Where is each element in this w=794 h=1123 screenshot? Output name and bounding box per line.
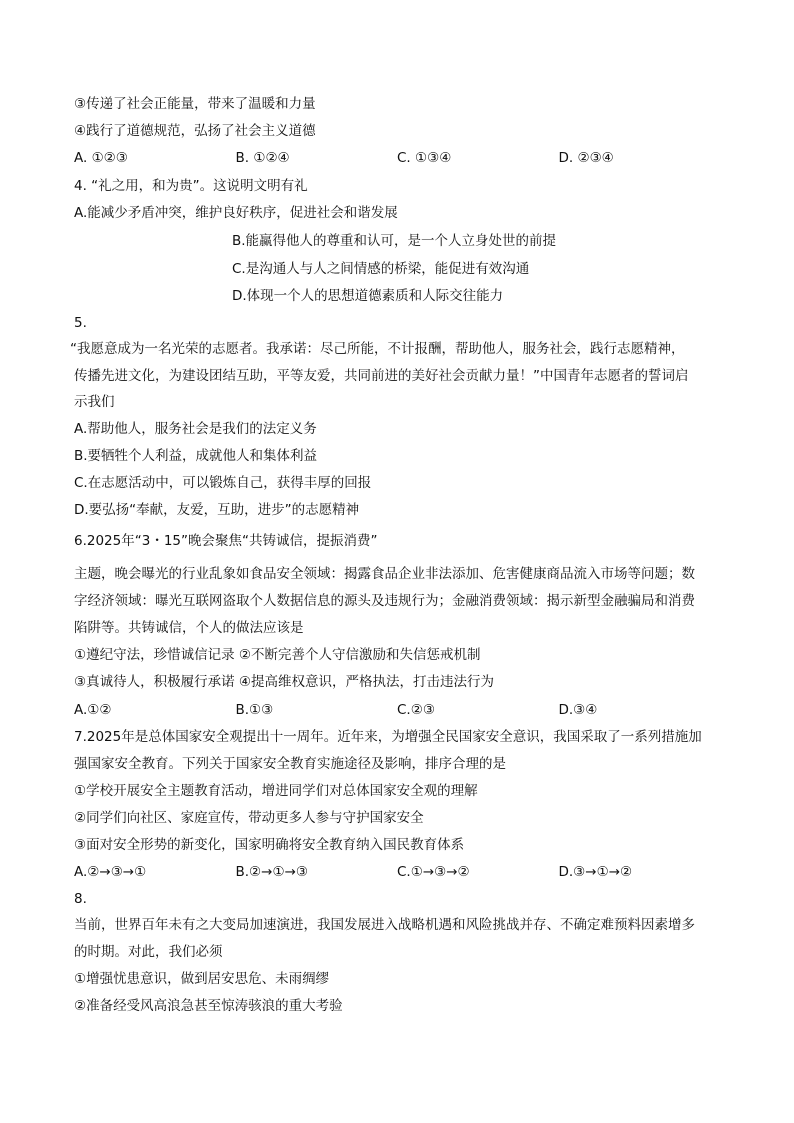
q6-options — [74, 700, 720, 720]
q3-option-d: D. ②③④ — [558, 150, 614, 166]
q3-item-3: ③传递了社会正能量，带来了温暖和力量 — [74, 96, 316, 112]
q3-option-c: C. ①③④ — [397, 150, 452, 166]
q3-option-b: B. ①②④ — [235, 150, 290, 166]
q8-stem-line-2: 的时期。对此，我们必须 — [74, 944, 223, 960]
q6-items-1-2: ①遵纪守法，珍惜诚信记录 ②不断完善个人守信激励和失信惩戒机制 — [74, 647, 481, 663]
q7-item-1: ①学校开展安全主题教育活动，增进同学们对总体国家安全观的理解 — [74, 783, 478, 799]
q7-stem-line-1: 7.2025年是总体国家安全观提出十一周年。近年来，为增强全民国家安全意识，我国采取了一系列措施加 — [74, 729, 702, 745]
q6-text-line-1: 主题，晚会曝光的行业乱象如食品安全领域：揭露食品企业非法添加、危害健康商品流入市场等问题；数 — [74, 566, 695, 582]
q7-options — [74, 862, 720, 882]
q6-option-c: C.②③ — [397, 702, 435, 718]
q6-items-3-4: ③真诚待人，积极履行承诺 ④提高维权意识，严格执法，打击违法行为 — [74, 674, 494, 690]
q7-stem-line-2: 强国家安全教育。下列关于国家安全教育实施途径及影响，排序合理的是 — [74, 756, 506, 772]
q5-stem-line-2: 传播先进文化，为建设团结互助，平等友爱，共同前进的美好社会贡献力量！”中国青年志愿者的誓词启 — [74, 368, 689, 384]
q6-option-b: B.①③ — [235, 702, 274, 718]
q5-option-d: D.要弘扬“奉献，友爱，互助，进步”的志愿精神 — [74, 502, 360, 518]
q5-stem-line-1: “我愿意成为一名光荣的志愿者。我承诺：尽己所能，不计报酬，帮助他人，服务社会，践行志愿精神， — [70, 341, 685, 357]
q3-options — [74, 148, 720, 168]
q6-option-a: A.①② — [74, 702, 112, 718]
q4-option-b: B.能赢得他人的尊重和认可，是一个人立身处世的前提 — [232, 233, 557, 249]
q7-option-a: A.②→③→① — [74, 864, 147, 880]
q5-option-c: C.在志愿活动中，可以锻炼自己，获得丰厚的回报 — [74, 475, 372, 491]
q6-stem: 6.2025年“3・15”晚会聚焦“共铸诚信，提振消费” — [74, 533, 378, 549]
q6-text-line-3: 陷阱等。共铸诚信，个人的做法应该是 — [74, 620, 304, 636]
q3-item-4: ④践行了道德规范，弘扬了社会主义道德 — [74, 123, 316, 139]
q7-option-c: C.①→③→② — [397, 864, 470, 880]
q7-option-b: B.②→①→③ — [235, 864, 308, 880]
q8-item-1: ①增强忧患意识，做到居安思危、未雨绸缪 — [74, 971, 330, 987]
q4-option-d: D.体现一个人的思想道德素质和人际交往能力 — [232, 288, 504, 304]
q5-number: 5. — [74, 315, 87, 331]
q8-number: 8. — [74, 891, 87, 907]
q7-item-3: ③面对安全形势的新变化，国家明确将安全教育纳入国民教育体系 — [74, 837, 465, 853]
q7-item-2: ②同学们向社区、家庭宣传，带动更多人参与守护国家安全 — [74, 810, 424, 826]
q4-option-a: A.能减少矛盾冲突，维护良好秩序，促进社会和谐发展 — [74, 205, 398, 221]
q8-stem-line-1: 当前，世界百年未有之大变局加速演进，我国发展进入战略机遇和风险挑战并存、不确定难预料因素增多 — [74, 917, 695, 933]
q4-stem: 4. “礼之用，和为贵”。这说明文明有礼 — [74, 178, 308, 194]
q6-text-line-2: 字经济领域：曝光互联网盗取个人数据信息的源头及违规行为；金融消费领域：揭示新型金融骗局和消费 — [74, 593, 695, 609]
q3-option-a: A. ①②③ — [74, 150, 128, 166]
q7-option-d: D.③→①→② — [558, 864, 633, 880]
q5-option-a: A.帮助他人，服务社会是我们的法定义务 — [74, 421, 317, 437]
q5-option-b: B.要牺牲个人利益，成就他人和集体利益 — [74, 448, 318, 464]
q8-item-2: ②准备经受风高浪急甚至惊涛骇浪的重大考验 — [74, 998, 343, 1014]
q4-option-c: C.是沟通人与人之间情感的桥梁，能促进有效沟通 — [232, 261, 530, 277]
q5-stem-line-3: 示我们 — [74, 394, 115, 410]
q6-option-d: D.③④ — [558, 702, 598, 718]
